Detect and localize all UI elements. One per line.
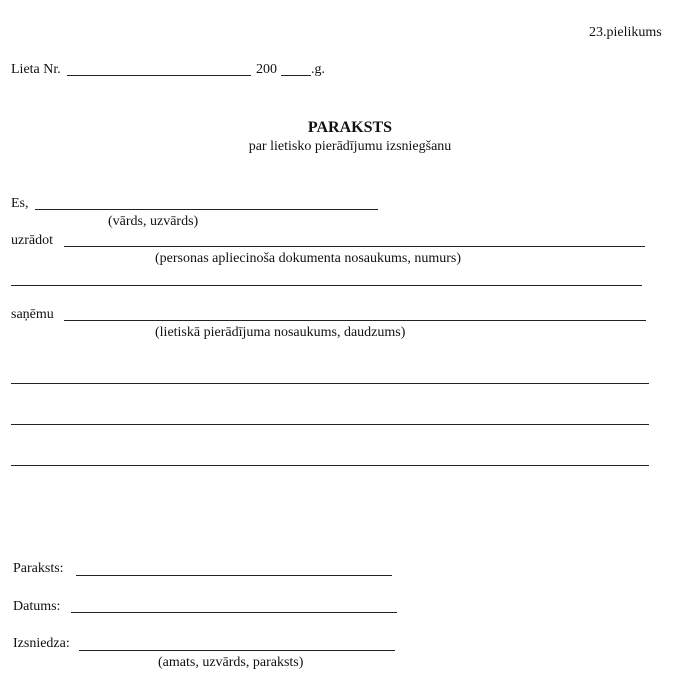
blank-line-2[interactable]: [11, 424, 649, 425]
name-hint: (vārds, uzvārds): [108, 214, 199, 229]
evidence-hint: (lietiskā pierādījuma nosaukums, daudzums): [155, 325, 406, 340]
date-line[interactable]: [71, 612, 397, 613]
date-label: Datums:: [13, 599, 61, 614]
evidence-line[interactable]: [64, 320, 646, 321]
form-title-text: PARAKSTS: [307, 119, 393, 136]
form-subtitle: [0, 139, 700, 155]
case-year-prefix: 200: [256, 62, 277, 77]
blank-line-3[interactable]: [11, 465, 649, 466]
signature-label: Paraksts:: [13, 561, 64, 576]
issued-line[interactable]: [79, 650, 395, 651]
case-number-label: Lieta Nr.: [11, 62, 61, 77]
case-year-suffix: .g.: [311, 62, 325, 77]
case-number-line[interactable]: [67, 75, 251, 76]
issued-label: Izsniedza:: [13, 636, 70, 651]
document-line[interactable]: [64, 246, 645, 247]
received-label: saņēmu: [11, 307, 54, 322]
form-subtitle-text: par lietisko pierādījumu izsniegšanu: [248, 139, 452, 154]
case-year-line[interactable]: [281, 75, 311, 76]
document-hint: (personas apliecinoša dokumenta nosaukums, numurs): [155, 251, 461, 266]
appendix-number: 23.pielikums: [589, 25, 662, 40]
document-line-extra[interactable]: [11, 285, 642, 286]
issued-hint: (amats, uzvārds, paraksts): [158, 655, 304, 670]
presented-label: uzrādot: [11, 233, 53, 248]
blank-line-1[interactable]: [11, 383, 649, 384]
form-title: [0, 120, 700, 136]
i-label: Es,: [11, 196, 29, 211]
signature-line[interactable]: [76, 575, 392, 576]
name-line[interactable]: [35, 209, 378, 210]
